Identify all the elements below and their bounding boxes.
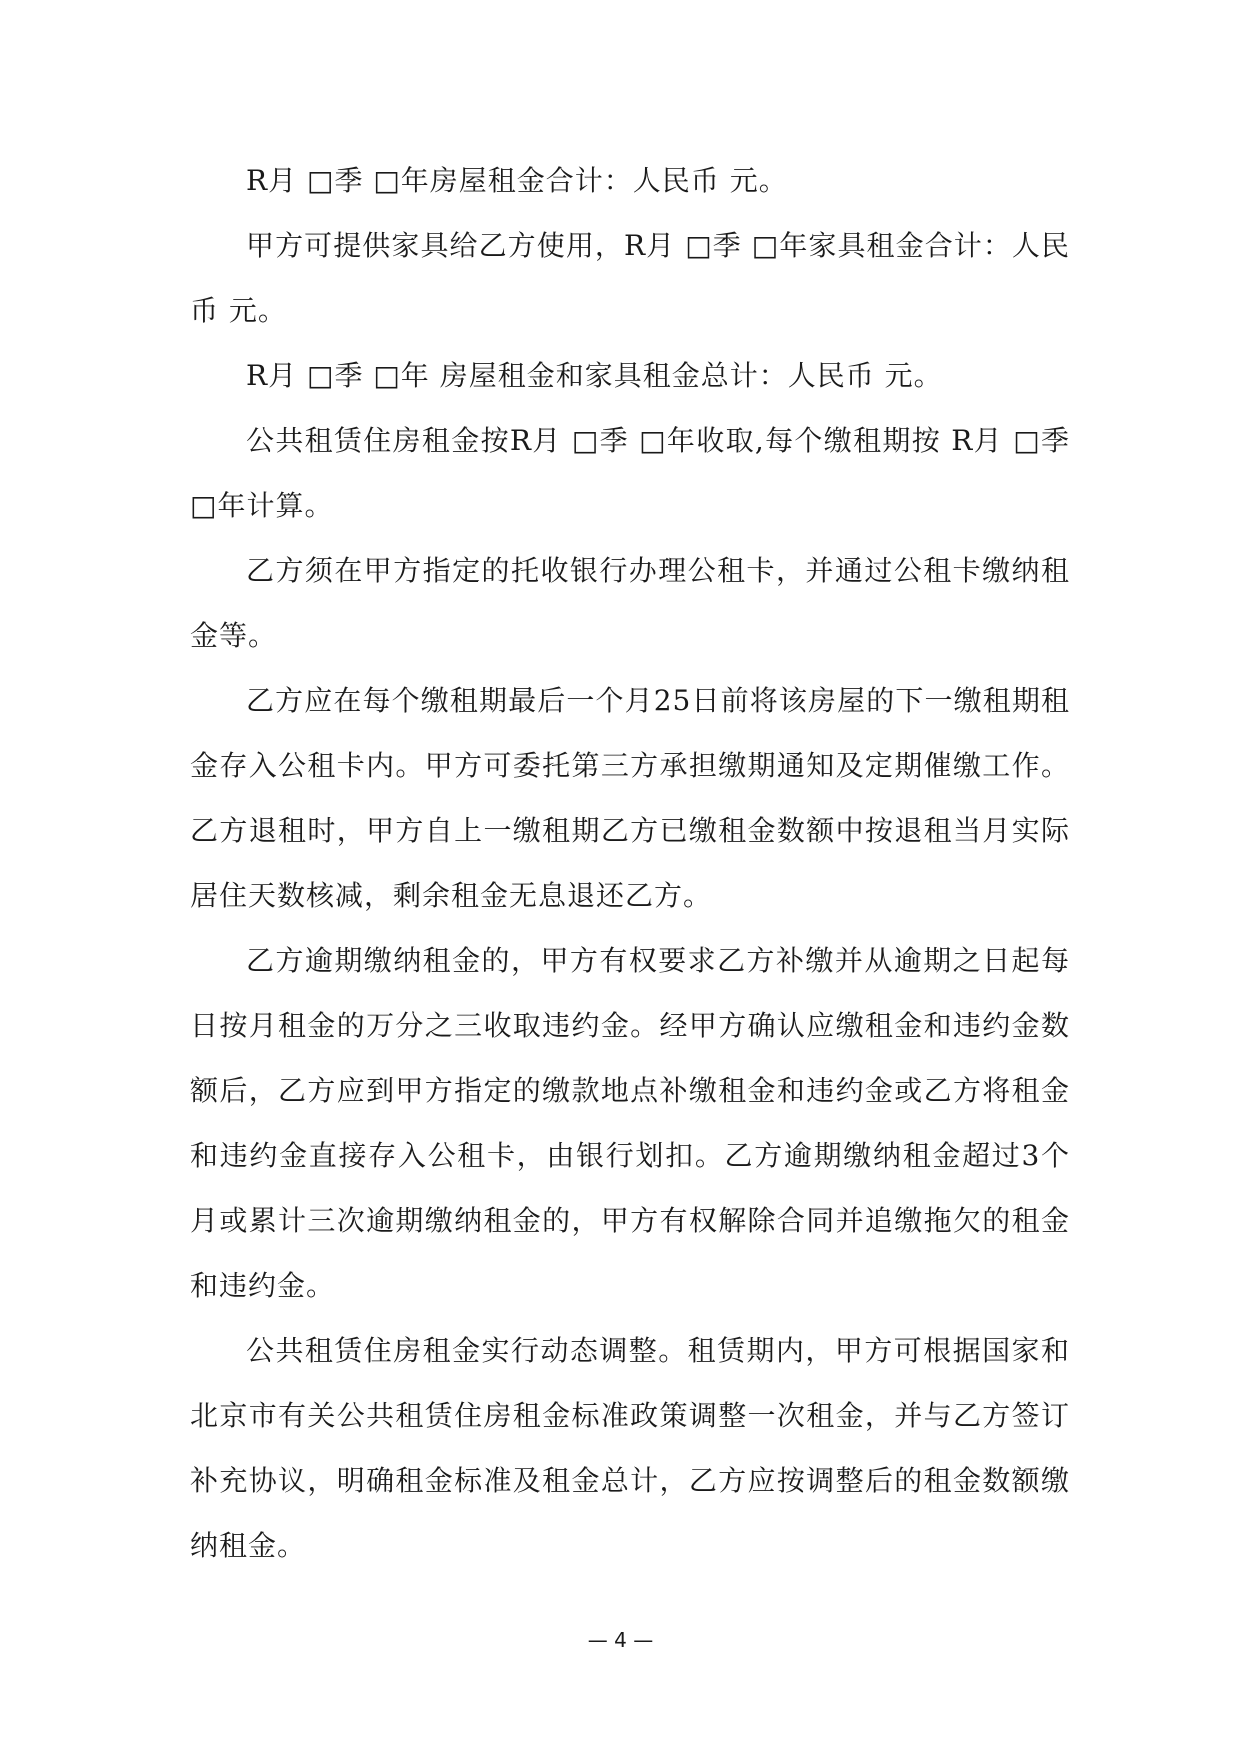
page-number: — 4 — xyxy=(587,1628,654,1652)
paragraph-combined-rent-total: R月 □季 □年 房屋租金和家具租金总计：人民币 元。 xyxy=(246,359,943,392)
paragraph-rent-collection-period: 公共租赁住房租金按R月 □季 □年收取,每个缴租期按 R月 □季 □年计算。 xyxy=(190,424,1070,522)
paragraph-payment-deadline: 乙方应在每个缴租期最后一个月25日前将该房屋的下一缴租期租金存入公租卡内。甲方可委托第三方承担缴期通知及定期催缴工作。乙方退租时，甲方自上一缴租期乙方已缴租金数额中按退租当月实际居住天数核减，剩余租金无息退还乙方。 xyxy=(190,684,1070,912)
paragraph-house-rent-total: R月 □季 □年房屋租金合计：人民币 元。 xyxy=(246,164,788,197)
paragraph-rent-card: 乙方须在甲方指定的托收银行办理公租卡，并通过公租卡缴纳租金等。 xyxy=(190,554,1070,652)
paragraph-furniture-rent-total: 甲方可提供家具给乙方使用，R月 □季 □年家具租金合计：人民币 元。 xyxy=(190,229,1070,327)
body-text xyxy=(190,148,1070,1578)
paragraph-rent-adjustment: 公共租赁住房租金实行动态调整。租赁期内，甲方可根据国家和北京市有关公共租赁住房租金标准政策调整一次租金，并与乙方签订补充协议，明确租金标准及租金总计，乙方应按调整后的租金数额缴纳租金。 xyxy=(190,1334,1070,1562)
paragraph-late-payment: 乙方逾期缴纳租金的，甲方有权要求乙方补缴并从逾期之日起每日按月租金的万分之三收取违约金。经甲方确认应缴租金和违约金数额后，乙方应到甲方指定的缴款地点补缴租金和违约金或乙方将租金和违约金直接存入公租卡，由银行划扣。乙方逾期缴纳租金超过3个月或累计三次逾期缴纳租金的，甲方有权解除合同并追缴拖欠的租金和违约金。 xyxy=(190,944,1070,1302)
